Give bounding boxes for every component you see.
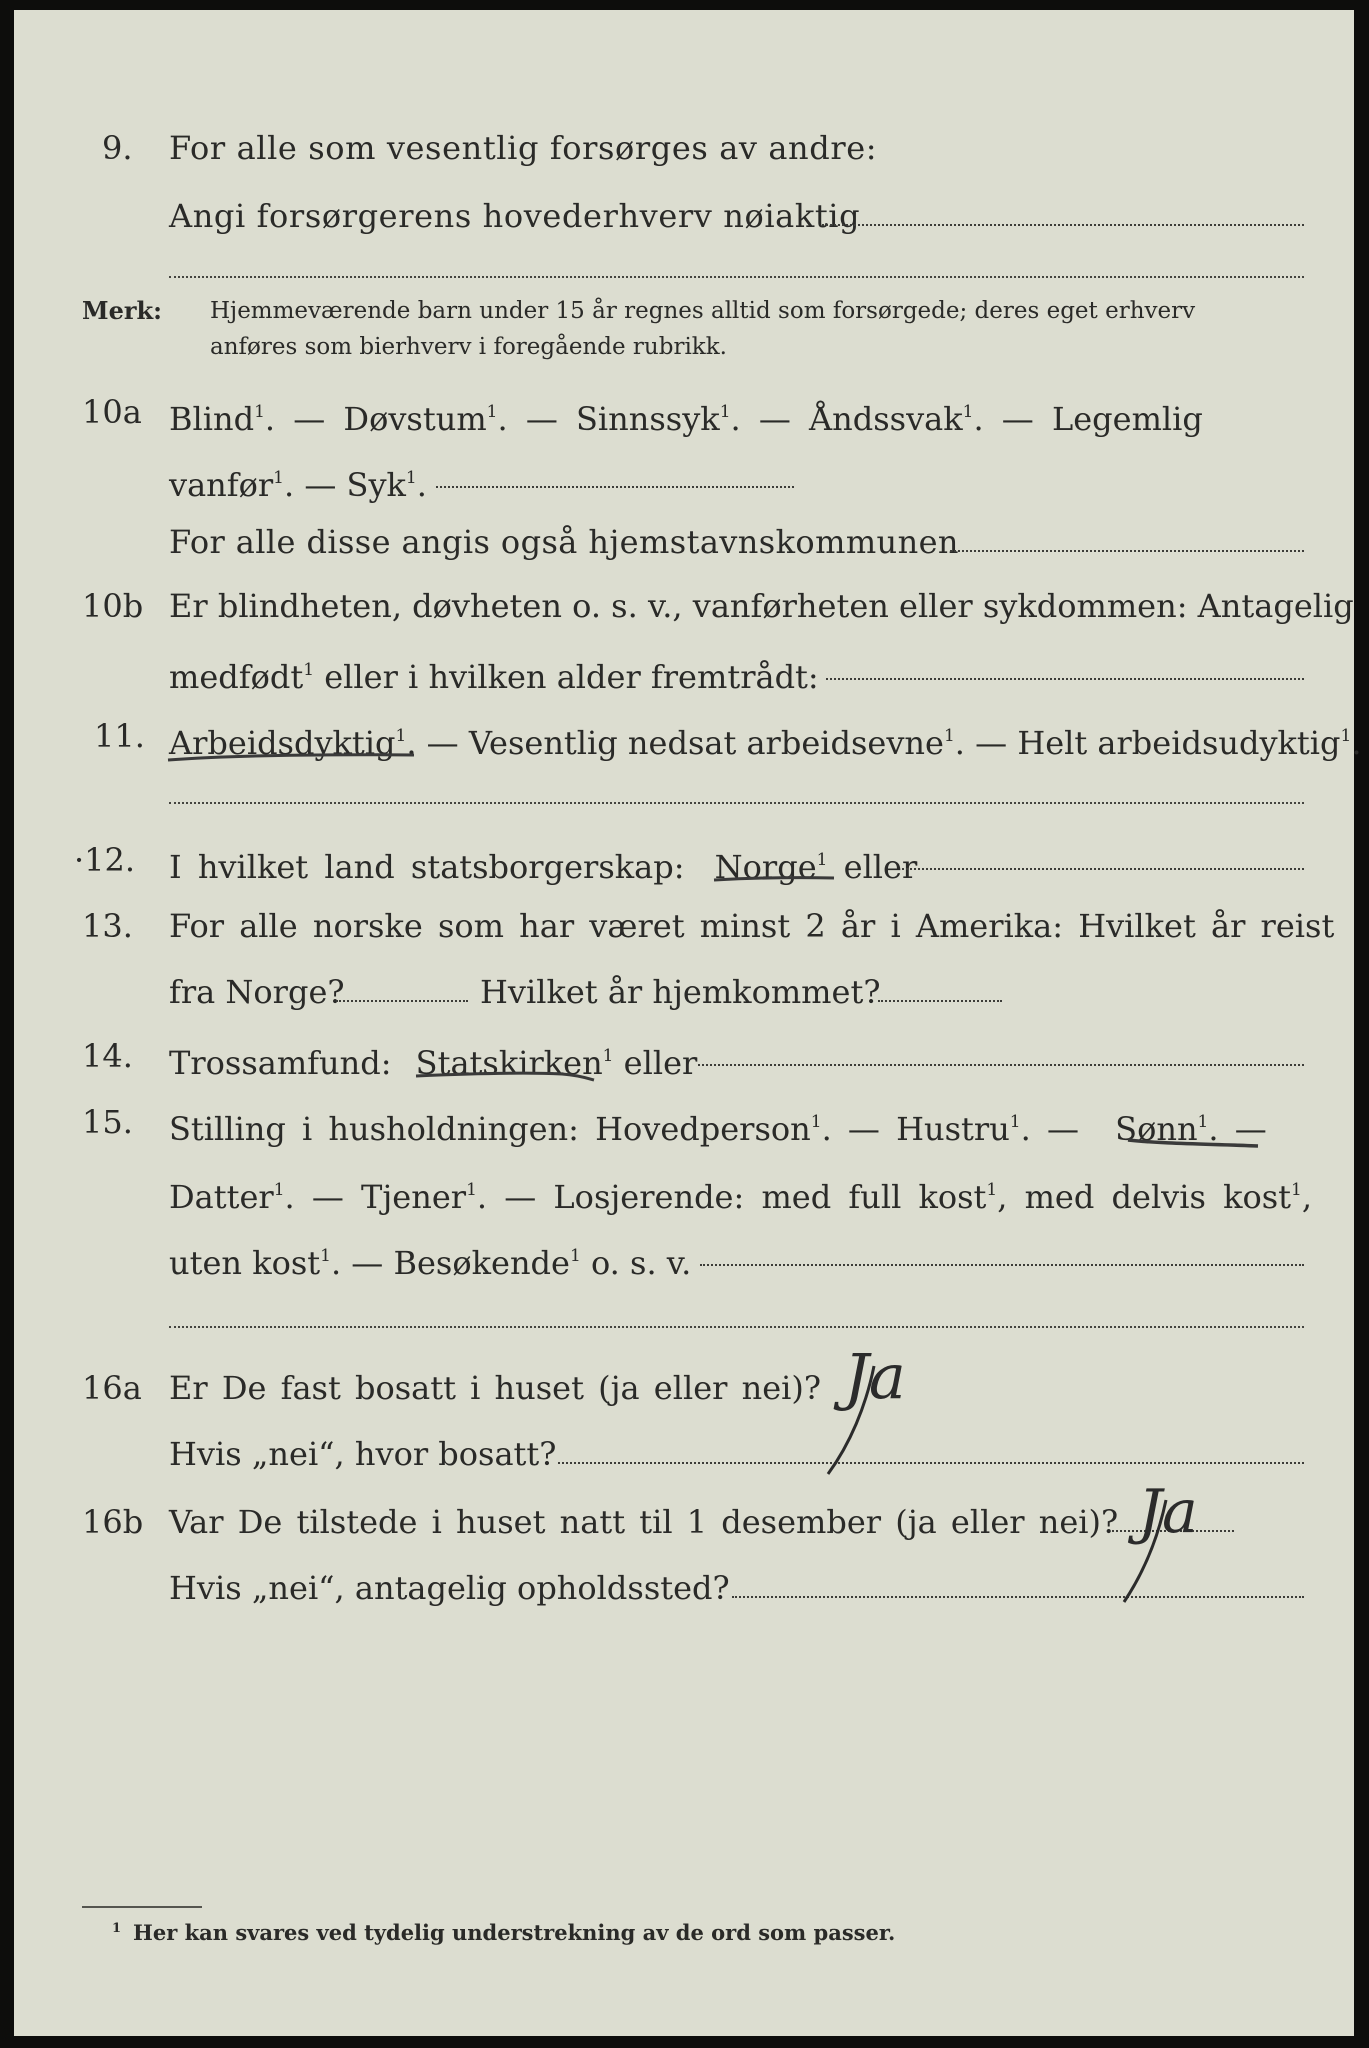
- handwritten-underline: [164, 746, 424, 766]
- option-datter: Datter: [169, 1178, 274, 1216]
- option-norge: Norge: [714, 848, 817, 886]
- option-blind: Blind: [169, 400, 255, 438]
- question-text: eller: [613, 1044, 698, 1082]
- question-number: 13.: [82, 907, 133, 945]
- question-number: 10a: [82, 393, 142, 431]
- option-medfodt: medfødt: [169, 658, 304, 696]
- census-form-page: [14, 10, 1362, 2036]
- question-text: o. s. v.: [580, 1244, 692, 1282]
- question-number: 16a: [82, 1369, 142, 1407]
- question-number: 14.: [82, 1037, 133, 1075]
- punctuation: . —: [1020, 1110, 1079, 1148]
- footnote-text: Her kan svares ved tydelig understrekning av de ord som passer.: [133, 1920, 896, 1945]
- answer-line: [950, 550, 1304, 552]
- footnote-mark: 1: [303, 660, 315, 680]
- option-arbeidsdyktig: Arbeidsdyktig: [169, 724, 396, 762]
- option-delvis-kost: , med delvis kost: [997, 1178, 1292, 1216]
- footnote-mark: 1: [486, 402, 498, 422]
- footnote-mark: 1: [405, 468, 417, 488]
- footnote-mark: 1: [466, 1180, 477, 1200]
- handwritten-answer-text: Ja: [844, 1340, 906, 1413]
- answer-line: [902, 868, 1304, 870]
- answer-line: [436, 486, 794, 488]
- answer-line: [826, 678, 1304, 680]
- footnote-mark: 1: [943, 726, 955, 746]
- footnote-mark: 1: [569, 1246, 581, 1266]
- handwritten-underline: [710, 870, 840, 888]
- option-legemlig: . — Legemlig: [973, 400, 1203, 438]
- question-text: Er blindheten, døvheten o. s. v., vanførheten eller sykdommen: Antagelig: [169, 587, 1354, 625]
- handwritten-answer-16a: [784, 1336, 964, 1486]
- footnote-mark: 1: [273, 468, 284, 488]
- question-number: 10b: [82, 587, 144, 625]
- answer-line: [878, 1000, 1002, 1002]
- punctuation: ,: [1301, 1178, 1313, 1216]
- answer-line: [169, 1326, 1304, 1328]
- handwritten-answer-16b: [1094, 1472, 1274, 1612]
- answer-line: [698, 1064, 1304, 1066]
- punctuation: . —: [1208, 1110, 1267, 1148]
- question-text: fra Norge?: [169, 973, 345, 1011]
- question-text: For alle som vesentlig forsørges av andre:: [169, 129, 878, 167]
- question-text: Er De fast bosatt i huset (ja eller nei)?: [169, 1369, 822, 1407]
- option-sinnssyk: . — Sinnssyk: [497, 400, 720, 438]
- option-uten-kost: uten kost: [169, 1244, 321, 1282]
- note-text: anføres som bierhverv i foregående rubrikk.: [210, 334, 727, 360]
- answer-line: [700, 1264, 1304, 1266]
- question-text: eller i hvilken alder fremtrådt:: [314, 658, 819, 696]
- question-text: Hvilket år hjemkommet?: [480, 973, 881, 1011]
- question-text: Stilling i husholdningen: Hovedperson: [169, 1110, 811, 1148]
- punctuation: .: [1351, 724, 1362, 762]
- footnote-mark: 1: [320, 1246, 331, 1266]
- answer-line: [822, 224, 1304, 226]
- option-vanfor: vanfør: [169, 466, 274, 504]
- question-text: For alle norske som har været minst 2 år i Amerika: Hvilket år reist: [169, 907, 1335, 945]
- question-text: For alle disse angis også hjemstavnskommunen: [169, 523, 959, 561]
- question-number: 16b: [82, 1503, 144, 1541]
- footnote-mark: 1: [273, 1180, 285, 1200]
- note-text: Hjemmeværende barn under 15 år regnes alltid som forsørgede; deres eget erhverv: [210, 298, 1196, 324]
- option-hustru: . — Hustru: [821, 1110, 1010, 1148]
- answer-line: [169, 276, 1304, 278]
- question-number: 11.: [94, 717, 145, 755]
- question-text: Hvis „nei“, antagelig opholdssted?: [169, 1569, 730, 1607]
- footnote-mark: 1: [810, 1112, 822, 1132]
- footnote-mark: 1: [1009, 1112, 1021, 1132]
- footnote-mark: 1: [986, 1180, 998, 1200]
- handwritten-underline: [412, 1064, 600, 1086]
- question-text: Trossamfund:: [169, 1044, 392, 1082]
- footnote: [112, 1920, 895, 1945]
- question-number: 15.: [82, 1103, 133, 1141]
- footnote-mark: 1: [816, 850, 828, 870]
- footnote-mark: 1: [1197, 1112, 1209, 1132]
- option-statskirken: Statskirken: [415, 1044, 603, 1082]
- option-sonn: Sønn: [1115, 1110, 1198, 1148]
- option-full-kost: . — Losjerende: med full kost: [476, 1178, 987, 1216]
- question-number: 9.: [102, 129, 133, 167]
- question-text: I hvilket land statsborgerskap:: [169, 848, 685, 886]
- footnote-mark: 1: [719, 402, 731, 422]
- footnote-mark: 1: [602, 1046, 614, 1066]
- note-label: Merk:: [82, 296, 162, 325]
- answer-line: [336, 1000, 468, 1002]
- answer-line: [169, 802, 1304, 804]
- option-nedsat: . — Vesentlig nedsat arbeidsevne: [406, 724, 944, 762]
- footnote-mark: 1: [1340, 726, 1352, 746]
- footnote-mark: 1: [395, 726, 407, 746]
- question-number: ·12.: [74, 841, 136, 879]
- option-udyktig: . — Helt arbeidsudyktig: [954, 724, 1341, 762]
- question-text: Angi forsørgerens hovederhverv nøiaktig: [169, 197, 861, 235]
- handwritten-answer-text: Ja: [1138, 1477, 1198, 1547]
- footnote-mark: 1: [254, 402, 265, 422]
- footnote-mark: 1: [962, 402, 974, 422]
- question-text: eller: [827, 848, 918, 886]
- footnote-rule: [82, 1906, 202, 1908]
- handwritten-underline: [1124, 1134, 1264, 1156]
- option-syk: . — Syk: [284, 466, 406, 504]
- punctuation: .: [416, 466, 427, 504]
- question-text: Hvis „nei“, hvor bosatt?: [169, 1435, 557, 1473]
- question-text: Var De tilstede i huset natt til 1 desember (ja eller nei)?: [169, 1503, 1119, 1541]
- option-besokende: . — Besøkende: [330, 1244, 570, 1282]
- option-andssvak: . — Åndssvak: [730, 400, 963, 438]
- option-dovstum: . — Døvstum: [264, 400, 487, 438]
- footnote-mark: 1: [112, 1921, 122, 1936]
- footnote-mark: 1: [1291, 1180, 1302, 1200]
- option-tjener: . — Tjener: [284, 1178, 467, 1216]
